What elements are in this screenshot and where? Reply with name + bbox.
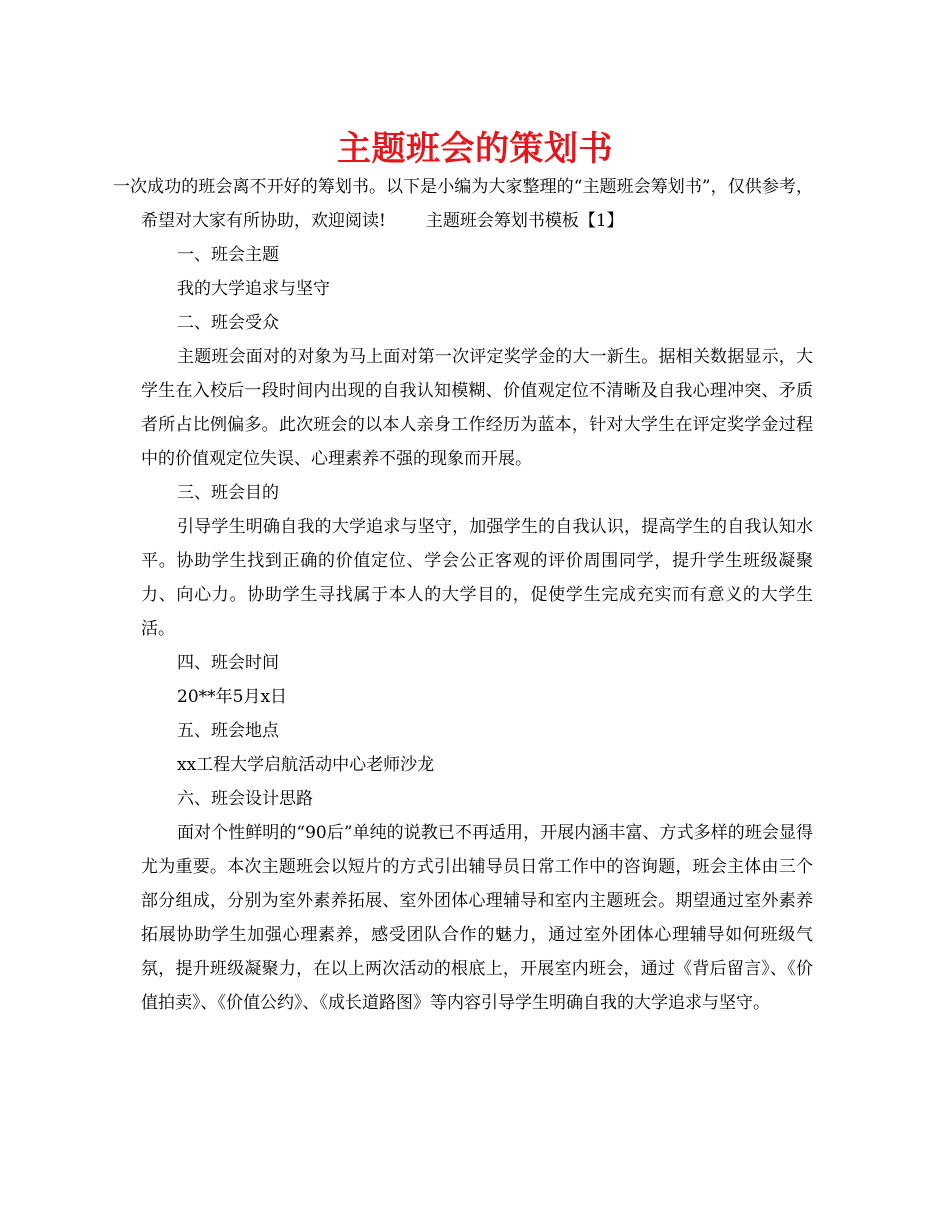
section-heading: 三、班会目的 bbox=[177, 483, 279, 503]
section-heading: 四、班会时间 bbox=[177, 653, 279, 673]
section-heading: 六、班会设计思路 bbox=[177, 789, 313, 809]
document-title: 主题班会的策划书 bbox=[337, 129, 613, 169]
section-paragraph: 我的大学追求与坚守 bbox=[177, 279, 330, 299]
section-heading: 一、班会主题 bbox=[177, 245, 279, 265]
section-paragraph: 主题班会面对的对象为马上面对第一次评定奖学金的大一新生。据相关数据显示，大学生在入校后一段时间内出现的自我认知模糊、价值观定位不清晰及自我心理冲突、矛质者所占比例偏多。此次班会的以本人亲身工作经历为蓝本，针对大学生在评定奖学金过程中的价值观定位失误、心理素养不强的现象而开展。 bbox=[141, 347, 813, 469]
section-paragraph: 面对个性鲜明的“90后”单纯的说教已不再适用，开展内涵丰富、方式多样的班会显得尤为重要。本次主题班会以短片的方式引出辅导员日常工作中的咨询题，班会主体由三个部分组成，分别为室外素养拓展、室外团体心理辅导和室内主题班会。期望通过室外素养拓展协助学生加强心理素养，感受团队合作的魅力，通过室外团体心理辅导如何班级气氛，提升班级凝聚力，在以上两次活动的根底上，开展室内班会，通过《背后留言》、《价值拍卖》、《价值公约》、《成长道路图》等内容引导学生明确自我的大学追求与坚守。 bbox=[141, 823, 813, 1013]
document-body bbox=[113, 170, 813, 1020]
section-paragraph: xx工程大学启航活动中心老师沙龙 bbox=[177, 755, 435, 775]
section-heading: 五、班会地点 bbox=[177, 721, 279, 741]
section-paragraph: 20**年5月x日 bbox=[177, 687, 288, 707]
section-heading: 二、班会受众 bbox=[177, 313, 279, 333]
section-paragraph: 引导学生明确自我的大学追求与坚守，加强学生的自我认识，提高学生的自我认知水平。协助学生找到正确的价值定位、学会公正客观的评价周围同学，提升学生班级凝聚力、向心力。协助学生寻找属于本人的大学目的，促使学生完成充实而有意义的大学生活。 bbox=[141, 517, 813, 639]
template-heading: 主题班会筹划书模板【1】 bbox=[425, 211, 624, 231]
intro-paragraph bbox=[113, 170, 813, 238]
intro-text: 一次成功的班会离不开好的筹划书。以下是小编为大家整理的“主题班会筹划书”，仅供参考，希望对大家有所协助，欢迎阅读! bbox=[113, 177, 813, 231]
